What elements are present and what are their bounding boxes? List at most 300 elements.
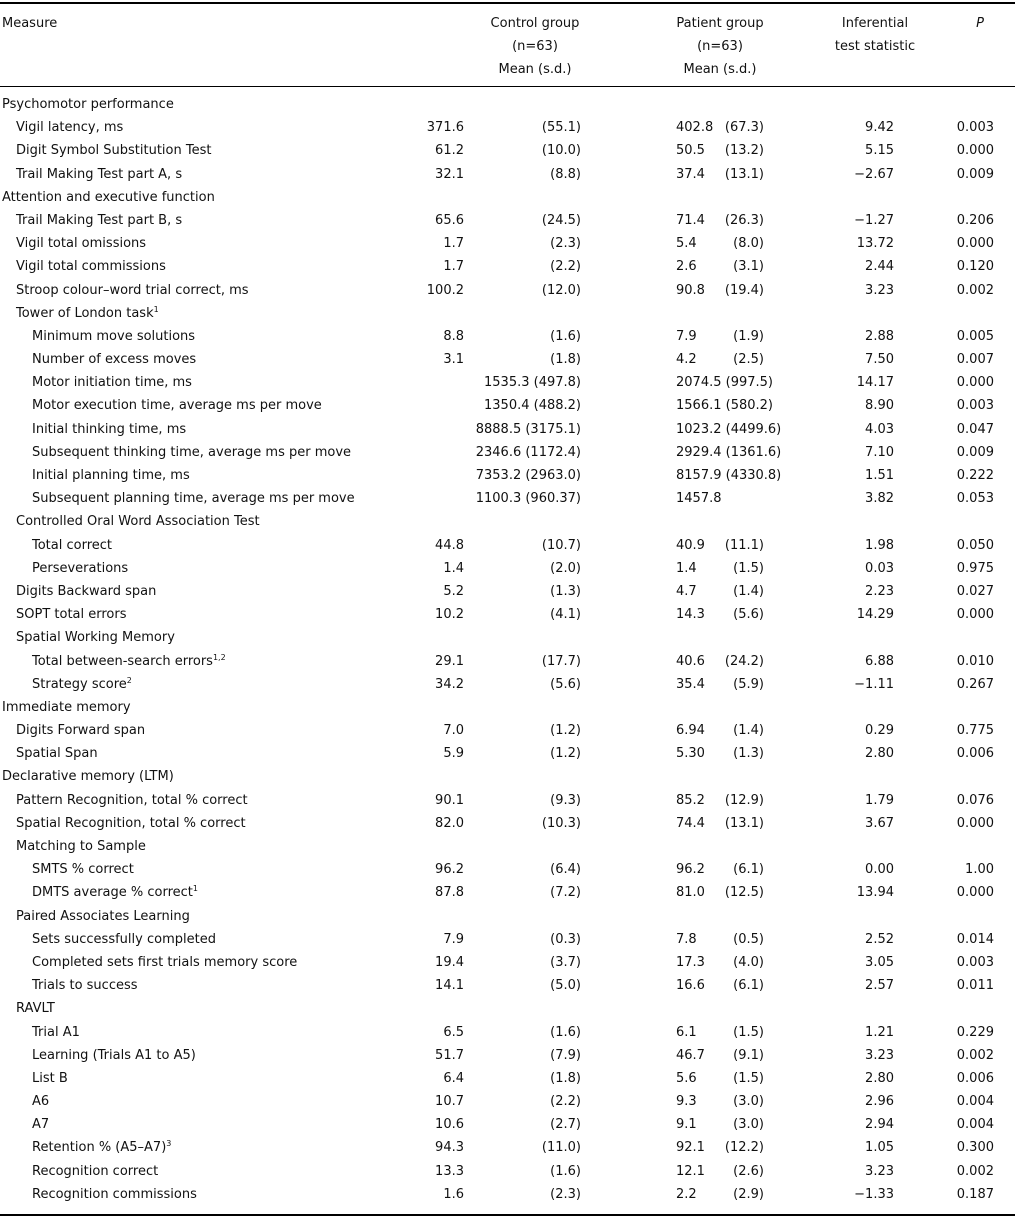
p-value: 0.014 [956,931,994,947]
patient-mean: 14.3 [676,607,705,623]
row-label: RAVLT [16,1001,55,1017]
p-value: 0.000 [956,143,994,159]
patient-sd: (3.0) [733,1094,764,1110]
patient-sd: (6.1) [733,862,764,878]
control-mean-sd: 2346.6 (1172.4) [475,444,581,460]
test-statistic: 2.44 [865,259,894,275]
table-row [0,325,1015,348]
header-p-value: P [976,16,984,31]
control-mean-sd: 1100.3 (960.37) [475,491,581,507]
section-row [0,696,1015,719]
patient-mean-sd: 1566.1 (580.2) [676,398,773,414]
control-mean: 32.1 [435,166,464,182]
control-sd: (1.8) [550,352,581,368]
patient-mean: 6.94 [676,723,705,739]
row-label: Motor execution time, average ms per move [32,398,322,414]
patient-mean: 16.6 [676,978,705,994]
control-mean: 10.6 [435,1117,464,1133]
patient-mean: 90.8 [676,282,705,298]
table-row [0,1090,1015,1113]
row-label: Spatial Span [16,746,98,762]
patient-sd: (12.9) [724,792,764,808]
row-label: Psychomotor performance [2,97,174,112]
control-sd: (1.6) [550,328,581,344]
p-value: 0.050 [956,537,994,553]
row-label: Motor initiation time, ms [32,375,192,391]
test-statistic: −1.11 [854,676,894,692]
patient-mean: 5.6 [676,1070,697,1086]
control-sd: (1.8) [550,1070,581,1086]
control-sd: (12.0) [541,282,581,298]
control-mean: 90.1 [435,792,464,808]
test-statistic: 2.80 [865,1070,894,1086]
control-sd: (2.7) [550,1117,581,1133]
control-sd: (2.3) [550,236,581,252]
header-control-title: Control group [490,16,580,31]
patient-sd: (6.1) [733,978,764,994]
control-mean-sd: 1535.3 (497.8) [484,375,581,391]
header-measure: Measure [2,16,58,31]
section-row [0,765,1015,788]
patient-mean: 4.2 [676,352,697,368]
row-label: Trail Making Test part A, s [16,166,183,182]
header-patient-stat: Mean (s.d.) [683,62,757,77]
table-row [0,394,1015,417]
row-label: Initial planning time, ms [32,468,190,483]
p-value: 0.000 [956,607,994,623]
table-row [0,905,1015,928]
p-value: 0.206 [956,212,994,228]
patient-sd: (8.0) [733,236,764,252]
test-statistic: 3.23 [865,1047,894,1063]
control-mean-sd: 7353.2 (2963.0) [475,468,581,483]
control-sd: (4.1) [550,607,581,623]
table-row [0,580,1015,603]
patient-mean: 9.3 [676,1094,697,1110]
row-label: Sets successfully completed [32,931,216,947]
row-label: Perseverations [32,560,129,576]
table-row [0,1044,1015,1067]
control-mean: 100.2 [426,282,464,298]
table-row [0,279,1015,302]
patient-sd: (26.3) [724,212,764,228]
control-mean: 6.5 [443,1024,464,1040]
control-sd: (7.9) [550,1047,581,1063]
row-label: Pattern Recognition, total % correct [16,792,248,808]
patient-sd: (2.6) [733,1163,764,1179]
test-statistic: 4.03 [865,421,894,437]
patient-sd: (1.3) [733,746,764,762]
patient-mean: 35.4 [676,676,705,692]
table-row [0,1021,1015,1044]
row-label: Recognition commissions [32,1186,197,1202]
row-label: Trial A1 [32,1024,80,1040]
test-statistic: 5.15 [865,143,894,159]
patient-sd: (11.1) [724,537,764,553]
table-row [0,1067,1015,1090]
p-value: 0.000 [956,236,994,252]
row-label: Total correct [32,537,113,553]
patient-mean-sd: 8157.9 (4330.8) [676,468,782,483]
test-statistic: 14.17 [856,375,894,391]
patient-mean: 71.4 [676,212,705,228]
control-sd: (2.2) [550,259,581,275]
patient-sd: (1.4) [733,583,764,599]
patient-mean: 6.1 [676,1024,697,1040]
row-label: Tower of London task$^1$ [16,304,159,321]
patient-sd: (4.0) [733,954,764,970]
table-row [0,557,1015,580]
header-patient-n: (n=63) [697,39,743,54]
control-sd: (7.2) [550,885,581,901]
table-row [0,1136,1015,1159]
p-value: 0.004 [956,1117,994,1133]
test-statistic: 3.23 [865,1163,894,1179]
p-value: 0.003 [956,120,994,136]
p-value: 0.775 [956,723,994,739]
control-sd: (2.2) [550,1094,581,1110]
row-label: Trail Making Test part B, s [16,212,183,228]
test-statistic: 1.21 [865,1024,894,1040]
table-bottom-rule [0,1214,1015,1216]
table-top-rule [0,2,1015,4]
table-row [0,789,1015,812]
test-statistic: 0.29 [865,723,894,739]
control-mean: 5.2 [443,583,464,599]
table-row [0,487,1015,510]
row-label: A7 [32,1117,50,1133]
control-mean: 10.7 [435,1094,464,1110]
header-patient-group [645,12,795,81]
patient-sd: (12.5) [724,885,764,901]
patient-sd: (1.5) [733,1070,764,1086]
patient-mean: 74.4 [676,815,705,831]
control-mean: 1.7 [443,259,464,275]
footnote-marker: 2 [126,675,132,685]
test-statistic: 2.94 [865,1117,894,1133]
row-label: Subsequent thinking time, average ms per move [32,444,352,460]
patient-mean: 40.6 [676,653,705,669]
row-label: Minimum move solutions [32,328,196,344]
patient-mean: 96.2 [676,862,705,878]
patient-sd: (13.1) [724,815,764,831]
test-statistic: 3.05 [865,954,894,970]
table-row [0,348,1015,371]
control-sd: (11.0) [541,1140,581,1156]
control-mean: 14.1 [435,978,464,994]
p-value: 0.120 [956,259,994,275]
control-mean: 96.2 [435,862,464,878]
control-mean: 61.2 [435,143,464,159]
header-inferential-line2: test statistic [834,39,916,54]
control-sd: (6.4) [550,862,581,878]
patient-sd: (3.0) [733,1117,764,1133]
test-statistic: −1.27 [854,212,894,228]
p-value: 0.004 [956,1094,994,1110]
table-row [0,418,1015,441]
row-label: Vigil latency, ms [16,120,124,136]
section-row [0,93,1015,116]
test-statistic: 7.10 [865,444,894,460]
patient-mean: 40.9 [676,537,705,553]
test-statistic: 8.90 [865,398,894,414]
control-sd: (1.6) [550,1163,581,1179]
row-label: Matching to Sample [16,839,146,854]
patient-sd: (5.6) [733,607,764,623]
header-patient-title: Patient group [676,16,764,31]
patient-mean-sd: 2074.5 (997.5) [676,375,773,391]
patient-sd: (13.2) [724,143,764,159]
control-sd: (55.1) [541,120,581,136]
control-mean: 7.0 [443,723,464,739]
p-value: 1.00 [965,862,994,878]
table-row [0,650,1015,673]
p-value: 0.002 [956,1047,994,1063]
p-value: 0.027 [956,583,994,599]
patient-sd: (1.9) [733,328,764,344]
control-mean: 87.8 [435,885,464,901]
patient-mean: 1.4 [676,560,697,576]
control-mean: 19.4 [435,954,464,970]
control-mean: 51.7 [435,1047,464,1063]
patient-mean: 4.7 [676,583,697,599]
control-sd: (5.0) [550,978,581,994]
row-label: Retention % $(A5-A7)^3$ [32,1139,172,1156]
control-mean: 7.9 [443,931,464,947]
table-row [0,1113,1015,1136]
row-label: Strategy score$^2$ [32,675,132,692]
table-row [0,163,1015,186]
table-row [0,1160,1015,1183]
table-row [0,835,1015,858]
control-mean: 34.2 [435,676,464,692]
row-label: Vigil total omissions [16,236,147,252]
table-row [0,673,1015,696]
row-label: Immediate memory [2,699,131,715]
p-value: 0.009 [956,444,994,460]
table-row [0,974,1015,997]
table-row [0,464,1015,487]
patient-mean-sd: 2929.4 (1361.6) [676,444,782,460]
test-statistic: 13.94 [856,885,894,901]
test-statistic: 3.67 [865,815,894,831]
control-mean: 8.8 [443,328,464,344]
control-mean-sd: 8888.5 (3175.1) [475,421,581,437]
row-label: Initial thinking time, ms [32,421,187,437]
table-row [0,1183,1015,1206]
p-value: 0.003 [956,398,994,414]
table-row [0,232,1015,255]
p-value: 0.053 [956,491,994,507]
row-label: Vigil total commissions [16,259,166,275]
patient-mean: 92.1 [676,1140,705,1156]
test-statistic: 6.88 [865,653,894,669]
control-mean: 6.4 [443,1070,464,1086]
test-statistic: 3.82 [865,491,894,507]
patient-sd: (2.5) [733,352,764,368]
test-statistic: 2.52 [865,931,894,947]
header-control-group [460,12,610,81]
header-control-n: (n=63) [512,39,558,54]
header-inferential [810,12,940,58]
control-sd: (1.2) [550,723,581,739]
patient-mean: 7.9 [676,328,697,344]
test-statistic: 1.79 [865,792,894,808]
control-sd: (17.7) [541,653,581,669]
p-value: 0.187 [956,1186,994,1202]
test-statistic: 1.98 [865,537,894,553]
patient-mean: 7.8 [676,931,697,947]
p-value: 0.011 [956,978,994,994]
control-sd: (10.3) [541,815,581,831]
table-row [0,209,1015,232]
table-row [0,626,1015,649]
patient-sd: (1.5) [733,560,764,576]
row-label: Subsequent planning time, average ms per move [32,491,355,507]
footnote-marker: 3 [166,1139,172,1149]
control-mean: 5.9 [443,746,464,762]
test-statistic: 14.29 [856,607,894,623]
table-row [0,371,1015,394]
row-label: Recognition correct [32,1163,159,1179]
patient-sd: (3.1) [733,259,764,275]
control-sd: (1.2) [550,746,581,762]
test-statistic: 0.03 [865,560,894,576]
test-statistic: 0.00 [865,862,894,878]
test-statistic: −1.33 [854,1186,894,1202]
p-value: 0.002 [956,282,994,298]
table-row [0,139,1015,162]
p-value: 0.267 [956,676,994,692]
row-label: Number of excess moves [32,352,197,368]
patient-mean: 2.6 [676,259,697,275]
test-statistic: 2.96 [865,1094,894,1110]
table-row [0,255,1015,278]
patient-mean: 5.30 [676,746,705,762]
patient-mean-sd: 1023.2 (4499.6) [676,421,782,437]
patient-sd: (13.1) [724,166,764,182]
patient-sd: (1.5) [733,1024,764,1040]
control-sd: (0.3) [550,931,581,947]
footnote-marker: 1,2 [212,652,226,662]
table-row [0,719,1015,742]
p-value: 0.006 [956,1070,994,1086]
patient-mean: 46.7 [676,1047,705,1063]
row-label: Declarative memory (LTM) [2,769,174,785]
test-statistic: 2.88 [865,328,894,344]
control-mean: 371.6 [426,120,464,136]
patient-sd: (12.2) [724,1140,764,1156]
control-sd: (9.3) [550,792,581,808]
patient-sd: (24.2) [724,653,764,669]
p-value: 0.000 [956,885,994,901]
patient-sd: (67.3) [724,120,764,136]
row-label: Digits Forward span [16,723,146,739]
control-sd: (10.7) [541,537,581,553]
control-mean: 94.3 [435,1140,464,1156]
patient-mean: 50.5 [676,143,705,159]
test-statistic: 13.72 [856,236,894,252]
patient-mean: 37.4 [676,166,705,182]
p-value: 0.229 [956,1024,994,1040]
row-label: Paired Associates Learning [16,908,190,924]
test-statistic: 7.50 [865,352,894,368]
control-mean: 44.8 [435,537,464,553]
p-value: 0.010 [956,653,994,669]
test-statistic: −2.67 [854,166,894,182]
p-value: 0.006 [956,746,994,762]
footnote-marker: 1 [153,304,159,314]
row-label: SOPT total errors [16,607,127,623]
patient-sd: (1.4) [733,723,764,739]
table-row [0,881,1015,904]
test-statistic: 2.57 [865,978,894,994]
control-mean: 1.6 [443,1186,464,1202]
row-label: Trials to success [32,978,138,994]
table-row [0,441,1015,464]
p-value: 0.222 [956,468,994,483]
table-row [0,534,1015,557]
table-row [0,951,1015,974]
table-row [0,742,1015,765]
row-label: Spatial Recognition, total % correct [16,815,246,831]
control-mean-sd: 1350.4 (488.2) [484,398,581,414]
table-row [0,858,1015,881]
row-label: Controlled Oral Word Association Test [16,514,260,530]
table-body [0,93,1015,1206]
control-sd: (5.6) [550,676,581,692]
control-sd: (1.3) [550,583,581,599]
row-label: Learning (Trials A1 to A5) [32,1047,196,1063]
header-inferential-line1: Inferential [841,16,909,31]
row-label: List B [32,1070,68,1086]
control-mean: 10.2 [435,607,464,623]
row-label: Attention and executive function [2,189,215,205]
p-value: 0.000 [956,375,994,391]
table-row [0,997,1015,1020]
patient-sd: (19.4) [724,282,764,298]
control-sd: (3.7) [550,954,581,970]
p-value: 0.975 [956,560,994,576]
patient-sd: (9.1) [733,1047,764,1063]
control-mean: 82.0 [435,815,464,831]
p-value: 0.002 [956,1163,994,1179]
header-control-stat: Mean (s.d.) [498,62,572,77]
control-sd: (1.6) [550,1024,581,1040]
control-sd: (8.8) [550,166,581,182]
control-sd: (2.3) [550,1186,581,1202]
row-label: Completed sets first trials memory score [32,954,298,970]
patient-mean-sd: 1457.8 [676,491,722,507]
p-value: 0.003 [956,954,994,970]
table-row [0,116,1015,139]
control-sd: (24.5) [541,212,581,228]
patient-mean: 85.2 [676,792,705,808]
control-mean: 65.6 [435,212,464,228]
test-statistic: 1.05 [865,1140,894,1156]
control-mean: 1.7 [443,236,464,252]
table-row [0,603,1015,626]
control-sd: (2.0) [550,560,581,576]
patient-mean: 12.1 [676,1163,705,1179]
row-label: Stroop colour–word trial correct, ms [16,282,249,298]
row-label: Total between-search errors$^{1,2}$ [32,652,226,669]
test-statistic: 1.51 [865,468,894,483]
p-value: 0.007 [956,352,994,368]
test-statistic: 9.42 [865,120,894,136]
test-statistic: 3.23 [865,282,894,298]
section-row [0,186,1015,209]
